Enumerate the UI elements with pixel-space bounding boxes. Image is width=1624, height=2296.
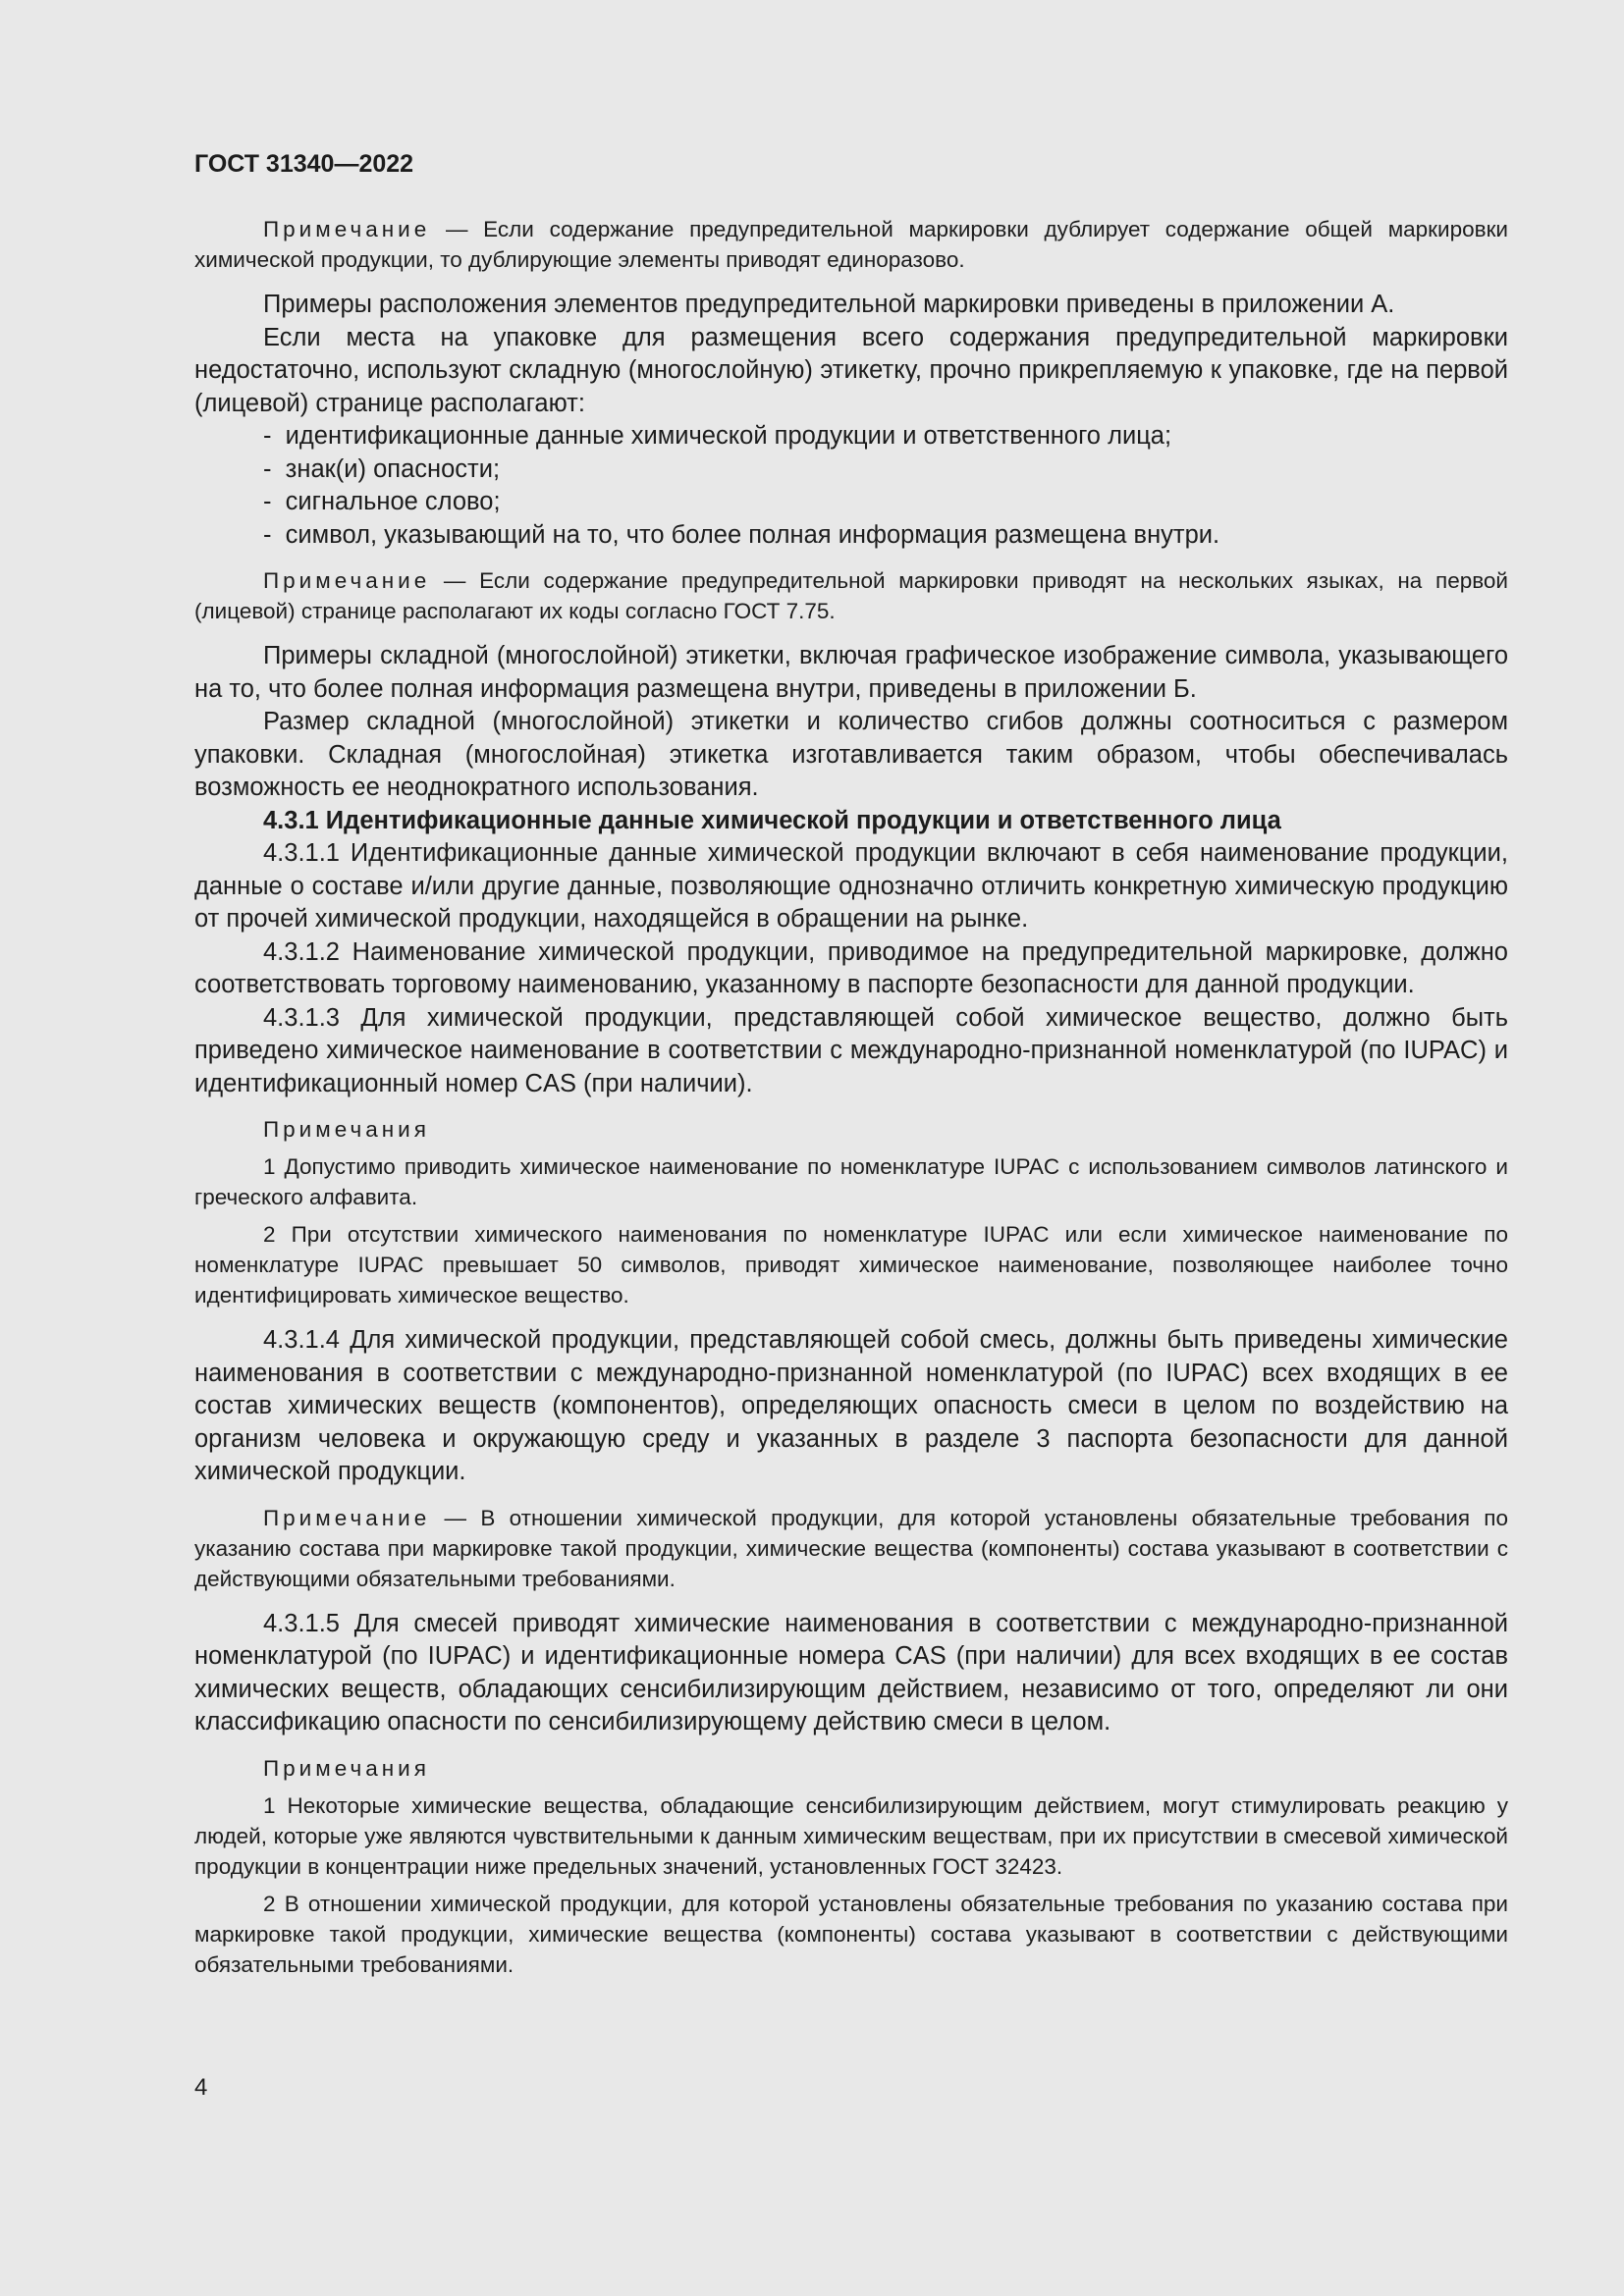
document-page <box>194 147 1508 1980</box>
note-2 <box>194 565 1508 626</box>
section-heading-4-3-1: 4.3.1 Идентификационные данные химической продукции и ответственного лица <box>263 806 1281 834</box>
note-item: 1 Некоторые химические вещества, обладающие сенсибилизирующим действием, могут стимулировать реакцию у людей, которые уже являются чувствительными к данным химическим веществам, при их присутствии в смесевой химической продукции в концентрации ниже предельных значений, установленных ГОСТ 32423. <box>194 1792 1508 1879</box>
paragraph-4-3-1-1: 4.3.1.1 Идентификационные данные химической продукции включают в себя наименование продукции, данные о составе и/или другие данные, позволяющие однозначно отличить конкретную химическую продукцию от прочей химической продукции, находящейся в обращении на рынке. <box>194 839 1508 933</box>
front-page-items-list <box>194 420 1508 552</box>
notes-heading: Примечания <box>263 1755 430 1781</box>
note-1 <box>194 214 1508 275</box>
paragraph-4-3-1-2: 4.3.1.2 Наименование химической продукции, приводимое на предупредительной маркировке, должно соответствовать торговому наименованию, указанному в паспорте безопасности для данной продукции. <box>194 937 1508 998</box>
paragraph-4-3-1-4: 4.3.1.4 Для химической продукции, представляющей собой смесь, должны быть приведены химические наименования в соответствии с международно-признанной номенклатурой (по IUPAC) всех входящих в ее состав химических веществ (компонентов), определяющих опасность смеси в целом по воздействию на организм человека и окружающую среду и указанных в разделе 3 паспорта безопасности для данной химической продукции. <box>194 1326 1508 1485</box>
note-text: — Если содержание предупредительной маркировки приводят на нескольких языках, на первой (лицевой) странице располагают их коды согласно ГОСТ 7.75. <box>194 568 1508 623</box>
note-label: Примечание <box>263 568 431 593</box>
paragraph-examples-appendix-b: Примеры складной (многослойной) этикетки, включая графическое изображение символа, указывающего на то, что более полная информация размещена внутри, приведены в приложении Б. <box>194 642 1508 703</box>
document-header: ГОСТ 31340—2022 <box>194 150 414 178</box>
note-text: — Если содержание предупредительной маркировки дублирует содержание общей маркировки химической продукции, то дублирующие элементы приводят единоразово. <box>194 217 1508 272</box>
note-3 <box>194 1503 1508 1594</box>
list-item: - символ, указывающий на то, что более полная информация размещена внутри. <box>263 519 1508 553</box>
paragraph-folding-label: Если места на упаковке для размещения всего содержания предупредительной маркировки недостаточно, используют складную (многослойную) этикетку, прочно прикрепляемую к упаковке, где на первой (лицевой) странице располагают: <box>194 323 1508 417</box>
paragraph-examples-appendix-a: Примеры расположения элементов предупредительной маркировки приведены в приложении А. <box>263 291 1395 318</box>
document-body <box>194 214 1508 1980</box>
note-label: Примечание <box>263 1505 431 1530</box>
list-item: - идентификационные данные химической продукции и ответственного лица; <box>263 420 1508 454</box>
note-item: 2 В отношении химической продукции, для которой установлены обязательные требования по указанию состава при маркировке такой продукции, химические вещества (компоненты) состава указывают в соответствии с действующими обязательными требованиями. <box>194 1891 1508 1977</box>
paragraph-label-size: Размер складной (многослойной) этикетки и количество сгибов должны соотноситься с размером упаковки. Складная (многослойная) этикетка изготавливается таким образом, чтобы обеспечивалась возможность ее неоднократного использования. <box>194 708 1508 801</box>
note-label: Примечание <box>263 217 431 241</box>
notes-heading: Примечания <box>263 1117 430 1142</box>
note-item: 2 При отсутствии химического наименования по номенклатуре IUPAC или если химическое наименование по номенклатуре IUPAC превышает 50 символов, приводят химическое наименование, позволяющее наиболее точно идентифицировать химическое вещество. <box>194 1222 1508 1308</box>
list-item: - сигнальное слово; <box>263 486 1508 519</box>
paragraph-4-3-1-3: 4.3.1.3 Для химической продукции, представляющей собой химическое вещество, должно быть приведено химическое наименование в соответствии с международно-признанной номенклатурой (по IUPAC) и идентификационный номер CAS (при наличии). <box>194 1003 1508 1097</box>
note-text: — В отношении химической продукции, для которой установлены обязательные требования по указанию состава при маркировке такой продукции, химические вещества (компоненты) состава указывают в соответствии с действующими обязательными требованиями. <box>194 1505 1508 1591</box>
note-item: 1 Допустимо приводить химическое наименование по номенклатуре IUPAC с использованием символов латинского и греческого алфавита. <box>194 1154 1508 1209</box>
page-number: 4 <box>194 2074 208 2101</box>
list-item: - знак(и) опасности; <box>263 454 1508 487</box>
paragraph-4-3-1-5: 4.3.1.5 Для смесей приводят химические наименования в соответствии с международно-признанной номенклатурой (по IUPAC) и идентификационные номера CAS (при наличии) для всех входящих в ее состав химических веществ, обладающих сенсибилизирующим действием, независимо от того, определяют ли они классификацию опасности по сенсибилизирующему действию смеси в целом. <box>194 1609 1508 1735</box>
